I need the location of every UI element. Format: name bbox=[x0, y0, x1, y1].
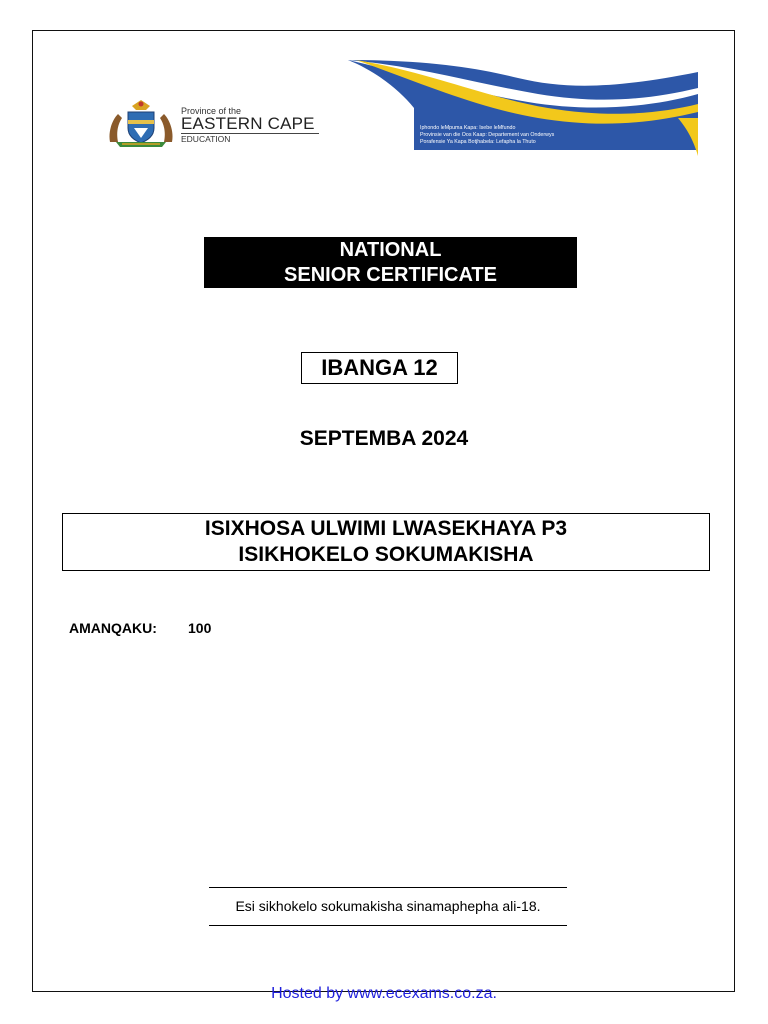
certificate-title-line1: NATIONAL bbox=[339, 239, 442, 261]
hosted-by-link[interactable]: Hosted by www.ecexams.co.za. bbox=[271, 985, 497, 1002]
marks-row bbox=[69, 620, 212, 636]
eastern-cape-education-logo bbox=[104, 98, 319, 148]
logo-eastern-cape-text: EASTERN CAPE bbox=[181, 114, 315, 133]
exam-date: SEPTEMBA 2024 bbox=[299, 427, 469, 450]
subject-line2: ISIKHOKELO SOKUMAKISHA bbox=[238, 543, 534, 566]
coat-of-arms-icon bbox=[104, 98, 178, 148]
subject-box bbox=[62, 513, 710, 571]
subject-line1: ISIXHOSA ULWIMI LWASEKHAYA P3 bbox=[204, 517, 568, 540]
logo-province-text: Province of the bbox=[181, 106, 242, 116]
banner-tagline-3: Porafensie Ya Kapa Botjhabela: Lefapha la Thuto bbox=[420, 139, 536, 145]
banner-tagline-1: Iphondo leMpuma Kapa: Isebe leMfundo bbox=[420, 125, 516, 131]
certificate-title-box bbox=[204, 237, 577, 288]
department-banner bbox=[348, 58, 698, 158]
banner-tagline-2: Provinsie van die Oos Kaap: Departement van Onderwys bbox=[420, 132, 555, 138]
certificate-title-line2: SENIOR CERTIFICATE bbox=[284, 264, 497, 286]
marks-value: 100 bbox=[188, 620, 212, 636]
grade-box: IBANGA 12 bbox=[301, 352, 458, 384]
marks-label: AMANQAKU: bbox=[69, 620, 157, 636]
logo-education-text: EDUCATION bbox=[181, 134, 231, 144]
page-border bbox=[32, 30, 735, 992]
page-count-note: Esi sikhokelo sokumakisha sinamaphepha ali-18. bbox=[209, 887, 567, 926]
